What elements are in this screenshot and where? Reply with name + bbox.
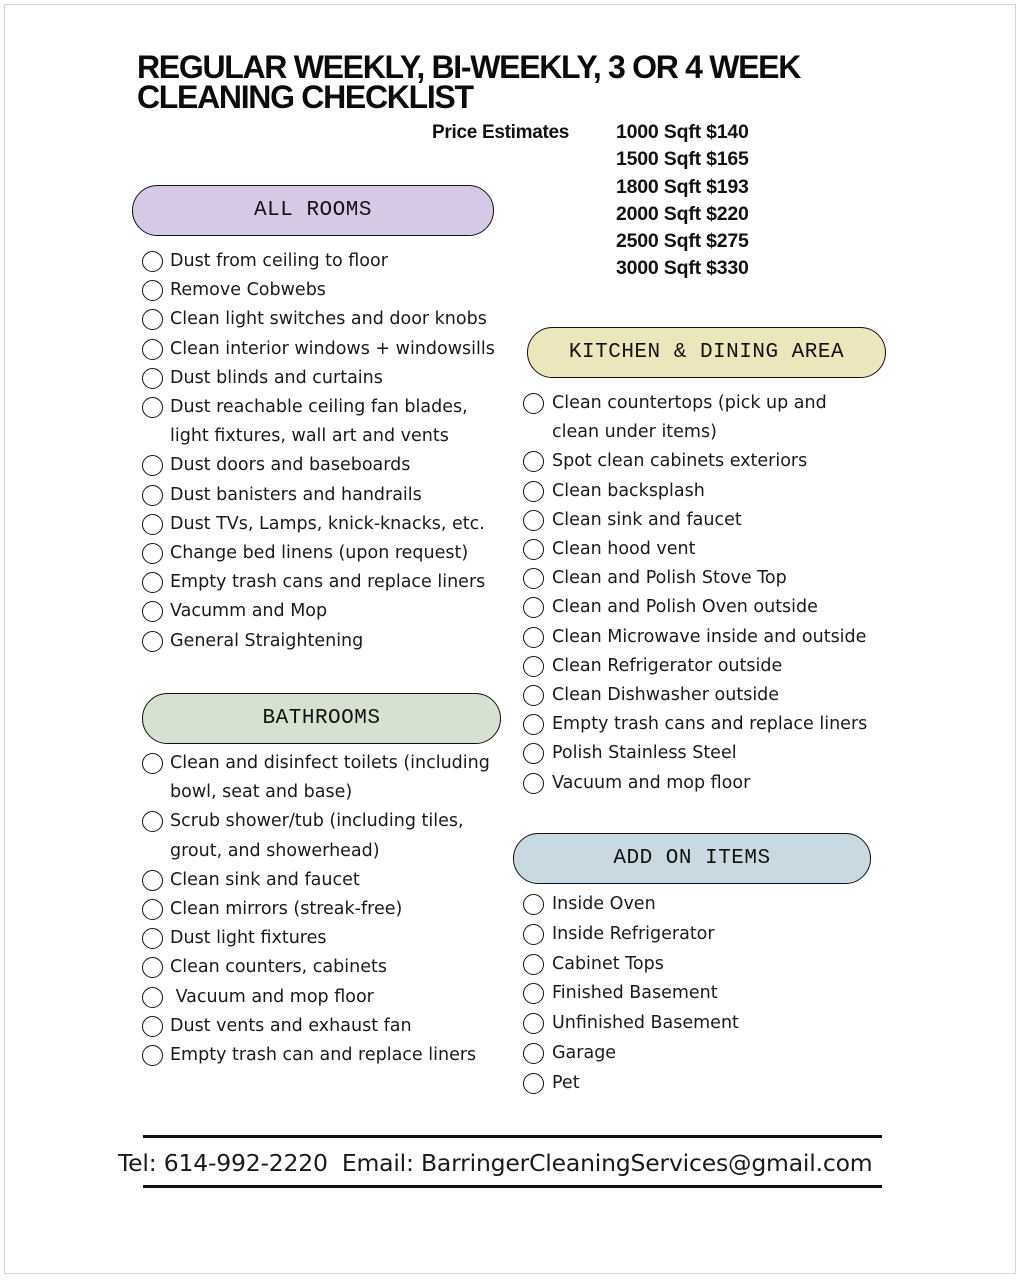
checklist-item [523, 950, 883, 980]
checklist-item [142, 568, 502, 597]
checkbox-circle[interactable] [523, 714, 544, 735]
checkbox-circle[interactable] [142, 309, 163, 330]
checkbox-circle[interactable] [523, 924, 544, 945]
contact-email[interactable]: Email: BarringerCleaningServices@gmail.com [341, 1149, 873, 1177]
checklist-item [523, 1009, 883, 1039]
checklist-item [523, 769, 893, 798]
checklist-item [523, 1039, 883, 1069]
checkbox-circle[interactable] [523, 627, 544, 648]
price-estimates-label: Price Estimates [432, 122, 570, 143]
checklist-bathrooms [142, 749, 502, 1070]
checklist-item [523, 593, 893, 622]
checklist-item-label: Inside Oven [552, 894, 656, 914]
checklist-item-label: Dust light fixtures [170, 928, 327, 949]
checklist-item-label: Scrub shower/tub (including tiles, [170, 811, 464, 832]
checklist-item [142, 895, 502, 924]
checkbox-circle[interactable] [142, 1016, 163, 1037]
section-heading-kitchen: KITCHEN & DINING AREA [527, 327, 886, 378]
checklist-item [142, 749, 502, 807]
checklist-item [142, 866, 502, 895]
checklist-item-label: Empty trash can and replace liners [170, 1045, 477, 1066]
checklist-add-on-items [523, 890, 883, 1099]
checklist-item-label: Unfinished Basement [552, 1013, 739, 1034]
checkbox-circle[interactable] [523, 773, 544, 794]
checklist-item [142, 364, 502, 393]
checkbox-circle[interactable] [142, 870, 163, 891]
checklist-item [523, 535, 893, 564]
price-row: 1500 Sqft $165 [616, 148, 749, 171]
checkbox-circle[interactable] [523, 597, 544, 618]
checklist-item-label: Clean and Polish Oven outside [552, 597, 818, 618]
checklist-item-label: Dust reachable ceiling fan blades, [170, 397, 468, 418]
checkbox-circle[interactable] [142, 601, 163, 622]
checklist-item [523, 623, 893, 652]
checklist-all-rooms [142, 247, 502, 656]
checklist-item [142, 510, 502, 539]
checklist-item-label: Cabinet Tops [552, 953, 664, 974]
checklist-item-label: Change bed linens (upon request) [170, 543, 469, 564]
checkbox-circle[interactable] [142, 251, 163, 272]
checkbox-circle[interactable] [142, 397, 163, 418]
checklist-item-label: Clean Refrigerator outside [552, 655, 783, 676]
checklist-item [523, 979, 883, 1009]
checklist-item-label: Clean and disinfect toilets (including [170, 753, 490, 773]
checklist-item [523, 652, 893, 681]
checklist-item-label: General Straightening [170, 630, 364, 651]
checklist-item [523, 739, 893, 768]
checklist-item [142, 305, 502, 334]
checklist-item [523, 710, 893, 739]
checkbox-circle[interactable] [523, 1013, 544, 1034]
checklist-item [523, 477, 893, 506]
checkbox-circle[interactable] [523, 1043, 544, 1064]
checkbox-circle[interactable] [142, 753, 163, 774]
checkbox-circle[interactable] [142, 543, 163, 564]
checklist-item-label: Clean interior windows + windowsills [170, 338, 495, 359]
price-row: 2500 Sqft $275 [616, 230, 749, 253]
checklist-item [523, 447, 893, 476]
checklist-item-label: Empty trash cans and replace liners [552, 714, 868, 735]
contact-phone[interactable]: Tel: 614-992-2220 [118, 1149, 328, 1177]
checklist-item-label-cont: grout, and showerhead) [170, 840, 380, 861]
checkbox-circle[interactable] [142, 514, 163, 535]
checkbox-circle[interactable] [142, 928, 163, 949]
title-line-2: CLEANING CHECKLIST [137, 79, 473, 115]
checklist-item [142, 953, 502, 982]
checkbox-circle[interactable] [523, 685, 544, 706]
checklist-item [523, 920, 883, 950]
checklist-item-label: Empty trash cans and replace liners [170, 572, 486, 593]
checklist-item-label: Dust banisters and handrails [170, 484, 422, 505]
checkbox-circle[interactable] [523, 393, 544, 414]
checklist-item-label: Clean sink and faucet [170, 869, 360, 890]
checkbox-circle[interactable] [523, 510, 544, 531]
price-row: 1000 Sqft $140 [616, 121, 749, 143]
checklist-item [142, 597, 502, 626]
price-row: 3000 Sqft $330 [616, 257, 749, 280]
checkbox-circle[interactable] [142, 811, 163, 832]
checklist-item [523, 681, 893, 710]
checklist-item [523, 890, 883, 920]
checklist-item [142, 276, 502, 305]
checklist-item [523, 506, 893, 535]
checklist-item-label: Clean mirrors (streak-free) [170, 899, 403, 920]
checklist-item-label: Dust from ceiling to floor [170, 251, 388, 271]
checkbox-circle[interactable] [142, 957, 163, 978]
price-list [616, 120, 749, 284]
checkbox-circle[interactable] [523, 743, 544, 764]
checkbox-circle[interactable] [142, 987, 163, 1008]
checklist-item-label: Clean Microwave inside and outside [552, 626, 867, 647]
checklist-item [142, 247, 502, 276]
checkbox-circle[interactable] [523, 568, 544, 589]
page-title [137, 49, 897, 115]
checkbox-circle[interactable] [523, 1073, 544, 1094]
checklist-item [142, 983, 502, 1012]
checklist-item-label: Clean countertops (pick up and [552, 393, 827, 413]
checkbox-circle[interactable] [523, 983, 544, 1004]
checklist-item [523, 564, 893, 593]
checklist-item-label: Remove Cobwebs [170, 280, 326, 301]
checklist-item [142, 393, 502, 451]
checkbox-circle[interactable] [142, 1045, 163, 1066]
checklist-item-label-cont: bowl, seat and base) [170, 782, 353, 803]
checklist-item-label: Dust blinds and curtains [170, 367, 383, 388]
price-row: 2000 Sqft $220 [616, 202, 749, 225]
checkbox-circle[interactable] [523, 539, 544, 560]
checklist-item-label: Inside Refrigerator [552, 923, 715, 944]
checkbox-circle[interactable] [142, 280, 163, 301]
checklist-item-label: Dust vents and exhaust fan [170, 1015, 412, 1036]
checklist-item-label: Garage [552, 1042, 617, 1063]
section-heading-bathrooms: BATHROOMS [142, 693, 501, 744]
checklist-item-label: Vacuum and mop floor [170, 986, 374, 1007]
checkbox-circle[interactable] [523, 481, 544, 502]
checklist-item-label: Clean backsplash [552, 480, 705, 501]
checklist-item-label-cont: clean under items) [552, 422, 717, 443]
checklist-item [142, 807, 502, 865]
section-heading-add-on-items: ADD ON ITEMS [513, 833, 871, 884]
checkbox-circle[interactable] [142, 455, 163, 476]
checklist-item-label: Spot clean cabinets exteriors [552, 451, 808, 472]
checklist-item [142, 627, 502, 656]
checklist-item-label: Dust doors and baseboards [170, 455, 411, 476]
checklist-item-label: Pet [552, 1072, 580, 1093]
checklist-item [142, 451, 502, 480]
checklist-item [142, 924, 502, 953]
checklist-item-label-cont: light fixtures, wall art and vents [170, 426, 449, 447]
footer-rule-top [143, 1135, 882, 1138]
checklist-item-label: Vacuum and mop floor [552, 772, 751, 793]
footer-rule-bottom [143, 1185, 882, 1188]
checklist-item [142, 539, 502, 568]
checklist-item-label: Finished Basement [552, 983, 718, 1004]
checklist-item-label: Clean hood vent [552, 539, 696, 560]
checkbox-circle[interactable] [142, 899, 163, 920]
checklist-item-label: Clean counters, cabinets [170, 957, 387, 978]
checkbox-circle[interactable] [523, 894, 544, 915]
checkbox-circle[interactable] [523, 954, 544, 975]
checkbox-circle[interactable] [142, 572, 163, 593]
checklist-item-label: Clean and Polish Stove Top [552, 568, 787, 589]
checklist-item-label: Polish Stainless Steel [552, 743, 737, 764]
checkbox-circle[interactable] [523, 656, 544, 677]
section-heading-all-rooms: ALL ROOMS [132, 185, 494, 236]
checklist-item-label: Clean light switches and door knobs [170, 309, 487, 330]
checklist-item-label: Clean Dishwasher outside [552, 685, 780, 706]
checklist-item [142, 1041, 502, 1070]
checkbox-circle[interactable] [142, 631, 163, 652]
checklist-item-label: Clean sink and faucet [552, 509, 742, 530]
title-line-1: REGULAR WEEKLY, BI-WEEKLY, 3 OR 4 WEEK [137, 49, 801, 85]
checklist-item [142, 335, 502, 364]
contact-line [118, 1149, 872, 1177]
checklist-item-label: Vacumm and Mop [170, 601, 328, 622]
checklist-item [142, 481, 502, 510]
price-row: 1800 Sqft $193 [616, 175, 749, 198]
checklist-item [142, 1012, 502, 1041]
checkbox-circle[interactable] [142, 339, 163, 360]
checkbox-circle[interactable] [523, 451, 544, 472]
checklist-item [523, 389, 893, 447]
checklist-item [523, 1069, 883, 1099]
checklist-item-label: Dust TVs, Lamps, knick-knacks, etc. [170, 513, 485, 534]
checklist-kitchen [523, 389, 893, 798]
checkbox-circle[interactable] [142, 485, 163, 506]
checkbox-circle[interactable] [142, 368, 163, 389]
